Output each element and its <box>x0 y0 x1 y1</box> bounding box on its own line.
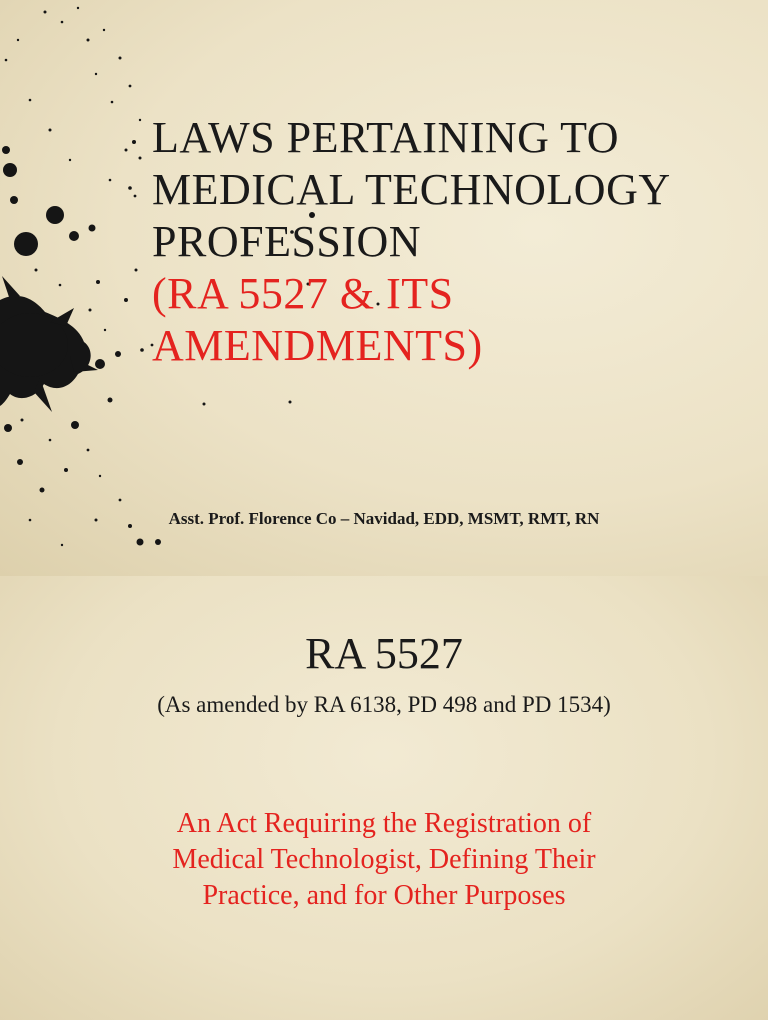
content-slide <box>0 576 768 1024</box>
title-line-1: LAWS PERTAINING TO <box>152 113 620 162</box>
subtitle-line-1: (RA 5527 & ITS <box>152 269 454 318</box>
subtitle-line-2: AMENDMENTS) <box>152 321 483 370</box>
title-line-2: MEDICAL TECHNOLOGY <box>152 165 671 214</box>
act-line-1: An Act Requiring the Registration of <box>176 808 592 839</box>
amendment-note: (As amended by RA 6138, PD 498 and PD 1534) <box>157 692 611 717</box>
title-line-3: PROFESSION <box>152 217 422 266</box>
act-line-3: Practice, and for Other Purposes <box>202 880 566 911</box>
slide-heading: RA 5527 <box>305 629 463 678</box>
slide-title <box>152 112 752 372</box>
author-credit: Asst. Prof. Florence Co – Navidad, EDD, MSMT, RMT, RN <box>168 509 600 528</box>
act-description <box>84 806 684 914</box>
act-line-2: Medical Technologist, Defining Their <box>172 844 596 875</box>
